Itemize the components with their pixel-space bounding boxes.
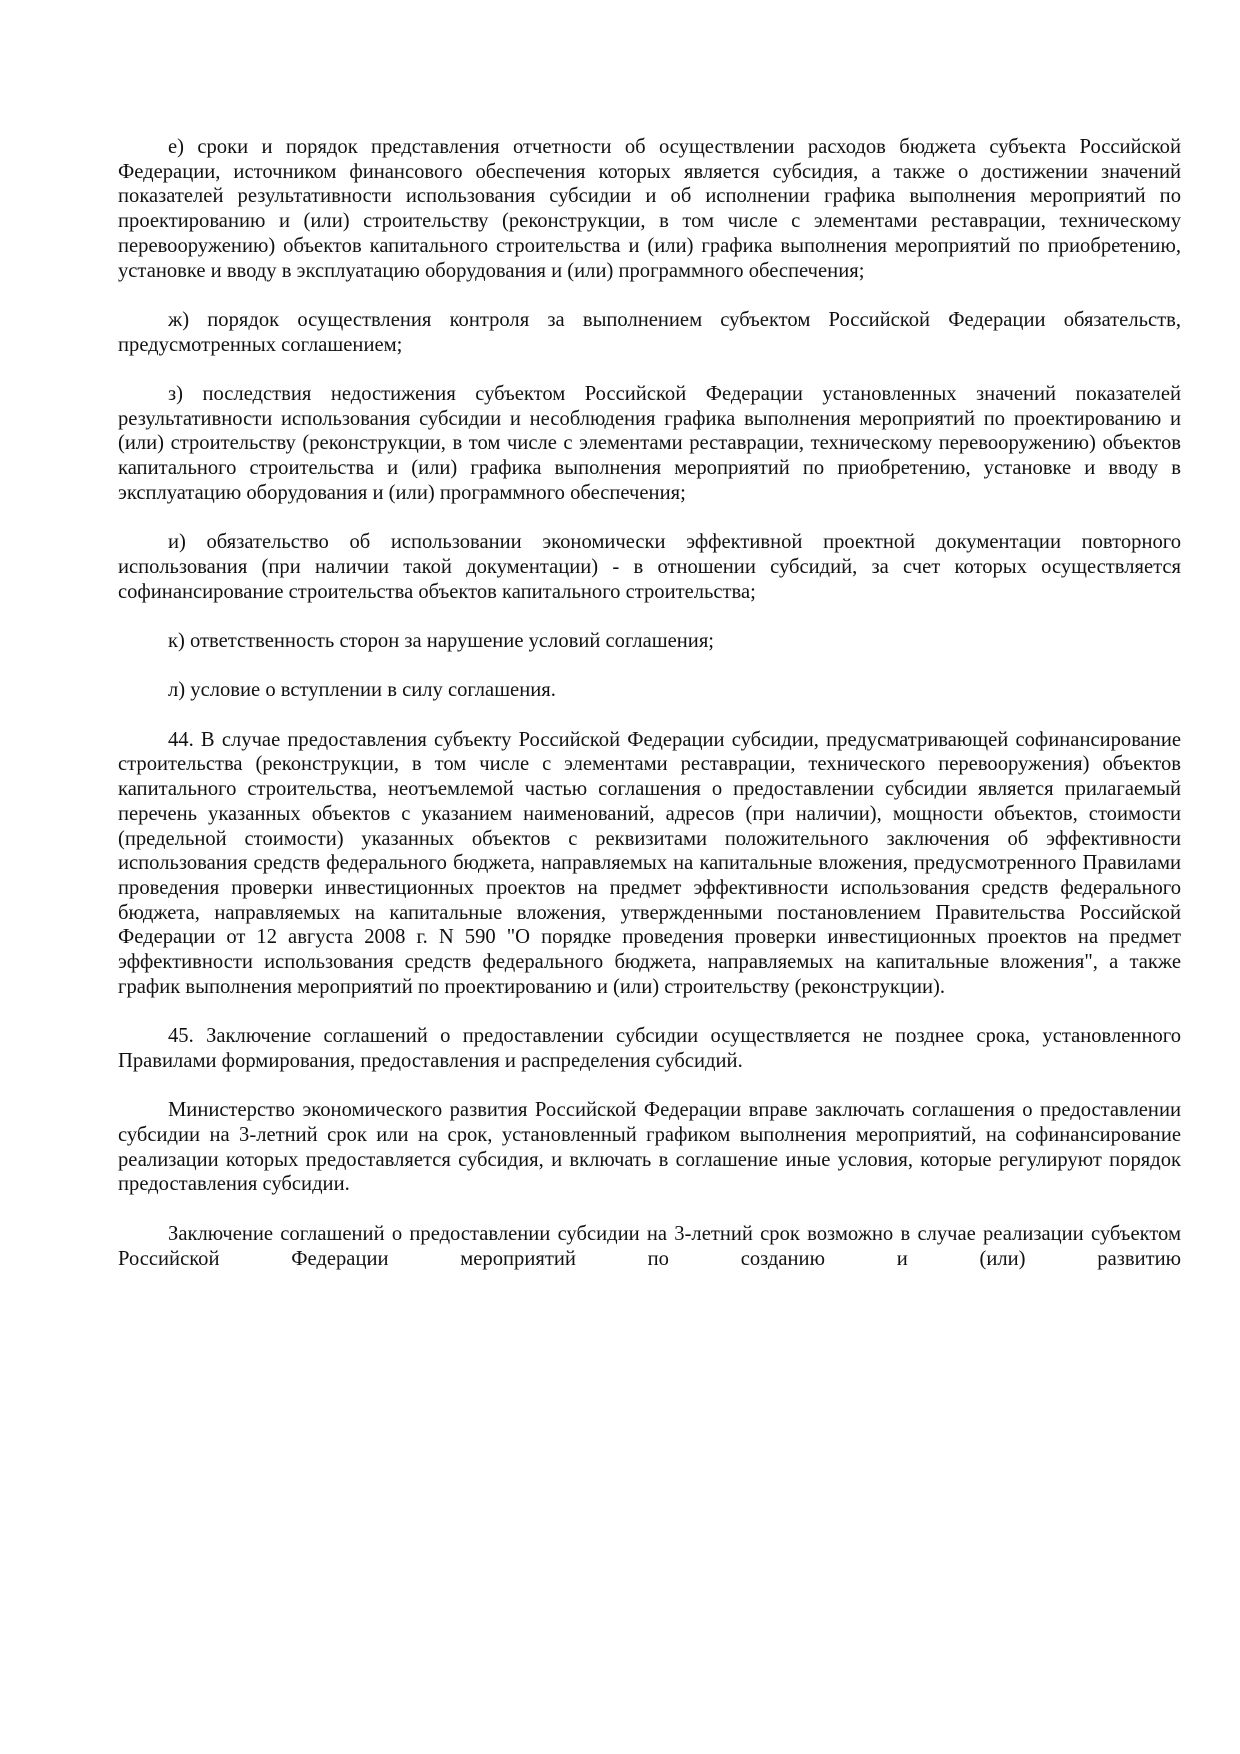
paragraph-44: 44. В случае предоставления субъекту Российской Федерации субсидии, предусматривающей софинансирование строительства (реконструкции, в том числе с элементами реставрации, технического перевооружения) объектов капитального строительства, неотъемлемой частью соглашения о предоставлении субсидии является прилагаемый перечень указанных объектов с указанием наименований, адресов (при наличии), мощности объектов, стоимости (предельной стоимости) указанных объектов с реквизитами положительного заключения об эффективности использования средств федерального бюджета, направляемых на капитальные вложения, предусмотренного Правилами проведения проверки инвестиционных проектов на предмет эффективности использования средств федерального бюджета, направляемых на капитальные вложения, утвержденными постановлением Правительства Российской Федерации от 12 августа 2008 г. N 590 "О порядке проведения проверки инвестиционных проектов на предмет эффективности использования средств федерального бюджета, направляемых на капитальные вложения", а также график выполнения мероприятий по проектированию и (или) строительству (реконструкции). [118, 728, 1181, 998]
paragraph-45: 45. Заключение соглашений о предоставлении субсидии осуществляется не позднее срока, установленного Правилами формирования, предоставления и распределения субсидий. [118, 1025, 1181, 1072]
paragraph-3-year: Заключение соглашений о предоставлении субсидии на 3-летний срок возможно в случае реализации субъектом Российской Федерации мероприятий по созданию и (или) развитию [118, 1222, 1181, 1270]
paragraph-l: л) условие о вступлении в силу соглашения. [168, 679, 556, 702]
document-page [118, 135, 1181, 1296]
paragraph-ministry: Министерство экономического развития Российской Федерации вправе заключать соглашения о предоставлении субсидии на 3-летний срок или на срок, установленный графиком выполнения мероприятий, на софинансирование реализации которых предоставляется субсидия, и включать в соглашение иные условия, которые регулируют порядок предоставления субсидии. [118, 1099, 1181, 1196]
paragraph-zh: ж) порядок осуществления контроля за выполнением субъектом Российской Федерации обязательств, предусмотренных соглашением; [118, 308, 1181, 356]
paragraph-i: и) обязательство об использовании экономически эффективной проектной документации повторного использования (при наличии такой документации) - в отношении субсидий, за счет которых осуществляется софинансирование строительства объектов капитального строительства; [118, 531, 1181, 603]
paragraph-k: к) ответственность сторон за нарушение условий соглашения; [168, 630, 715, 652]
paragraph-z: з) последствия недостижения субъектом Российской Федерации установленных значений показателей результативности использования субсидии и несоблюдения графика выполнения мероприятий по проектированию и (или) строительству (реконструкции, в том числе с элементами реставрации, техническому перевооружению) объектов капитального строительства и (или) графика выполнения мероприятий по приобретению, установке и вводу в эксплуатацию оборудования и (или) программного обеспечения; [118, 383, 1181, 504]
paragraph-e: е) сроки и порядок представления отчетности об осуществлении расходов бюджета субъекта Российской Федерации, источником финансового обеспечения которых является субсидия, а также о достижении значений показателей результативности использования субсидии и об исполнении графика выполнения мероприятий по проектированию и (или) строительству (реконструкции, в том числе с элементами реставрации, техническому перевооружению) объектов капитального строительства и (или) графика выполнения мероприятий по приобретению, установке и вводу в эксплуатацию оборудования и (или) программного обеспечения; [118, 136, 1181, 282]
